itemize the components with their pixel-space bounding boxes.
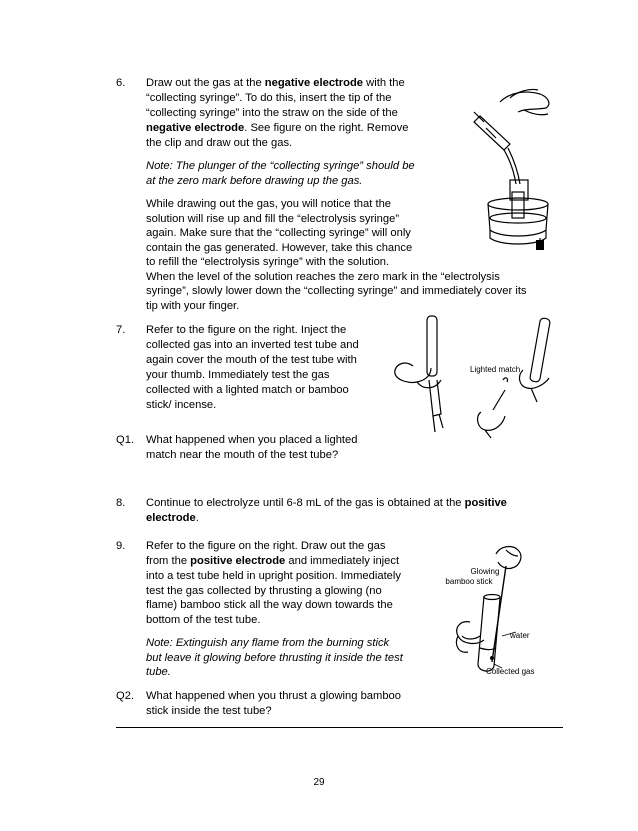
step-7-line-5: collected with a lighted match or bamboo <box>146 384 349 396</box>
glowing-stick-figure <box>440 540 545 680</box>
step-6-number: 6. <box>116 77 126 89</box>
step-7-line-6: stick/ incense. <box>146 399 217 411</box>
electrolysis-syringe-figure <box>440 80 560 260</box>
step-9-note-3: tube. <box>146 666 171 678</box>
step-7-number: 7. <box>116 324 126 336</box>
step-6-para-6: When the level of the solution reaches the zero mark in the “electrolysis <box>146 271 500 283</box>
bamboo-stick-label: bamboo stick <box>445 577 493 586</box>
step-7-line-2: collected gas into an inverted test tube and <box>146 339 359 351</box>
q1-line-2: match near the mouth of the test tube? <box>146 449 339 461</box>
collected-gas-label: Collected gas <box>486 667 535 676</box>
step-6-line-3: “collecting syringe” into the straw on the side of the <box>146 107 398 119</box>
step-6-para-7: syringe”, slowly lower down the “collecting syringe” and immediately cover its <box>146 285 527 297</box>
step-9-line-2: from the positive electrode and immediately inject <box>146 555 400 567</box>
page-number: 29 <box>313 777 325 788</box>
q2-number: Q2. <box>116 690 135 702</box>
step-9-line-4: test the gas collected by thrusting a glowing (no <box>146 585 382 597</box>
step-6-para-3: again. Make sure that the “collecting syringe” will only <box>146 227 411 239</box>
step-6-note-1: Note: The plunger of the “collecting syringe” should be <box>146 160 415 172</box>
lighted-match-figure <box>385 310 580 440</box>
lighted-match-label: Lighted match <box>470 365 521 374</box>
water-label: water <box>510 631 530 640</box>
step-8-number: 8. <box>116 497 126 509</box>
step-9-line-3: into a test tube held in upright position. Immediately <box>146 570 401 582</box>
q1-number: Q1. <box>116 434 135 446</box>
q1-line-1: What happened when you placed a lighted <box>146 434 358 446</box>
step-6-line-5: the clip and draw out the gas. <box>146 137 293 149</box>
q2-line-1: What happened when you thrust a glowing bamboo <box>146 690 401 702</box>
step-6-para-2: solution will rise up and fill the “electrolysis syringe” <box>146 213 400 225</box>
step-9-note-1: Note: Extinguish any flame from the burning stick <box>146 637 390 649</box>
answer-line <box>116 727 563 728</box>
step-7-line-1: Refer to the figure on the right. Inject the <box>146 324 347 336</box>
step-6-para-4: contain the gas generated. However, take this chance <box>146 242 413 254</box>
step-9-number: 9. <box>116 540 126 552</box>
step-9-line-5: flame) bamboo stick all the way down towards the <box>146 599 393 611</box>
step-6-note-2: at the zero mark before drawing up the gas. <box>146 175 363 187</box>
step-9-note-2: but leave it glowing before thrusting it inside the test <box>146 652 403 664</box>
step-8-line-1: Continue to electrolyze until 6-8 mL of the gas is obtained at the positive <box>146 497 507 509</box>
step-6-line-2: “collecting syringe”. To do this, insert the tip of the <box>146 92 392 104</box>
glowing-label: Glowing <box>470 567 500 576</box>
step-6-line-4: negative electrode. See figure on the right. Remove <box>146 122 409 134</box>
step-9-line-1: Refer to the figure on the right. Draw out the gas <box>146 540 386 552</box>
q2-line-2: stick inside the test tube? <box>146 705 272 717</box>
step-6-para-8: tip with your finger. <box>146 300 240 312</box>
step-8-line-2: electrode. <box>146 512 199 524</box>
step-7-line-3: again cover the mouth of the test tube with <box>146 354 357 366</box>
step-7-line-4: your thumb. Immediately test the gas <box>146 369 330 381</box>
step-6-para-1: While drawing out the gas, you will notice that the <box>146 198 392 210</box>
step-6-line-1: Draw out the gas at the negative electrode with the <box>146 77 405 89</box>
step-9-line-6: bottom of the test tube. <box>146 614 261 626</box>
step-6-para-5: to refill the “electrolysis syringe” with the solution. <box>146 256 390 268</box>
